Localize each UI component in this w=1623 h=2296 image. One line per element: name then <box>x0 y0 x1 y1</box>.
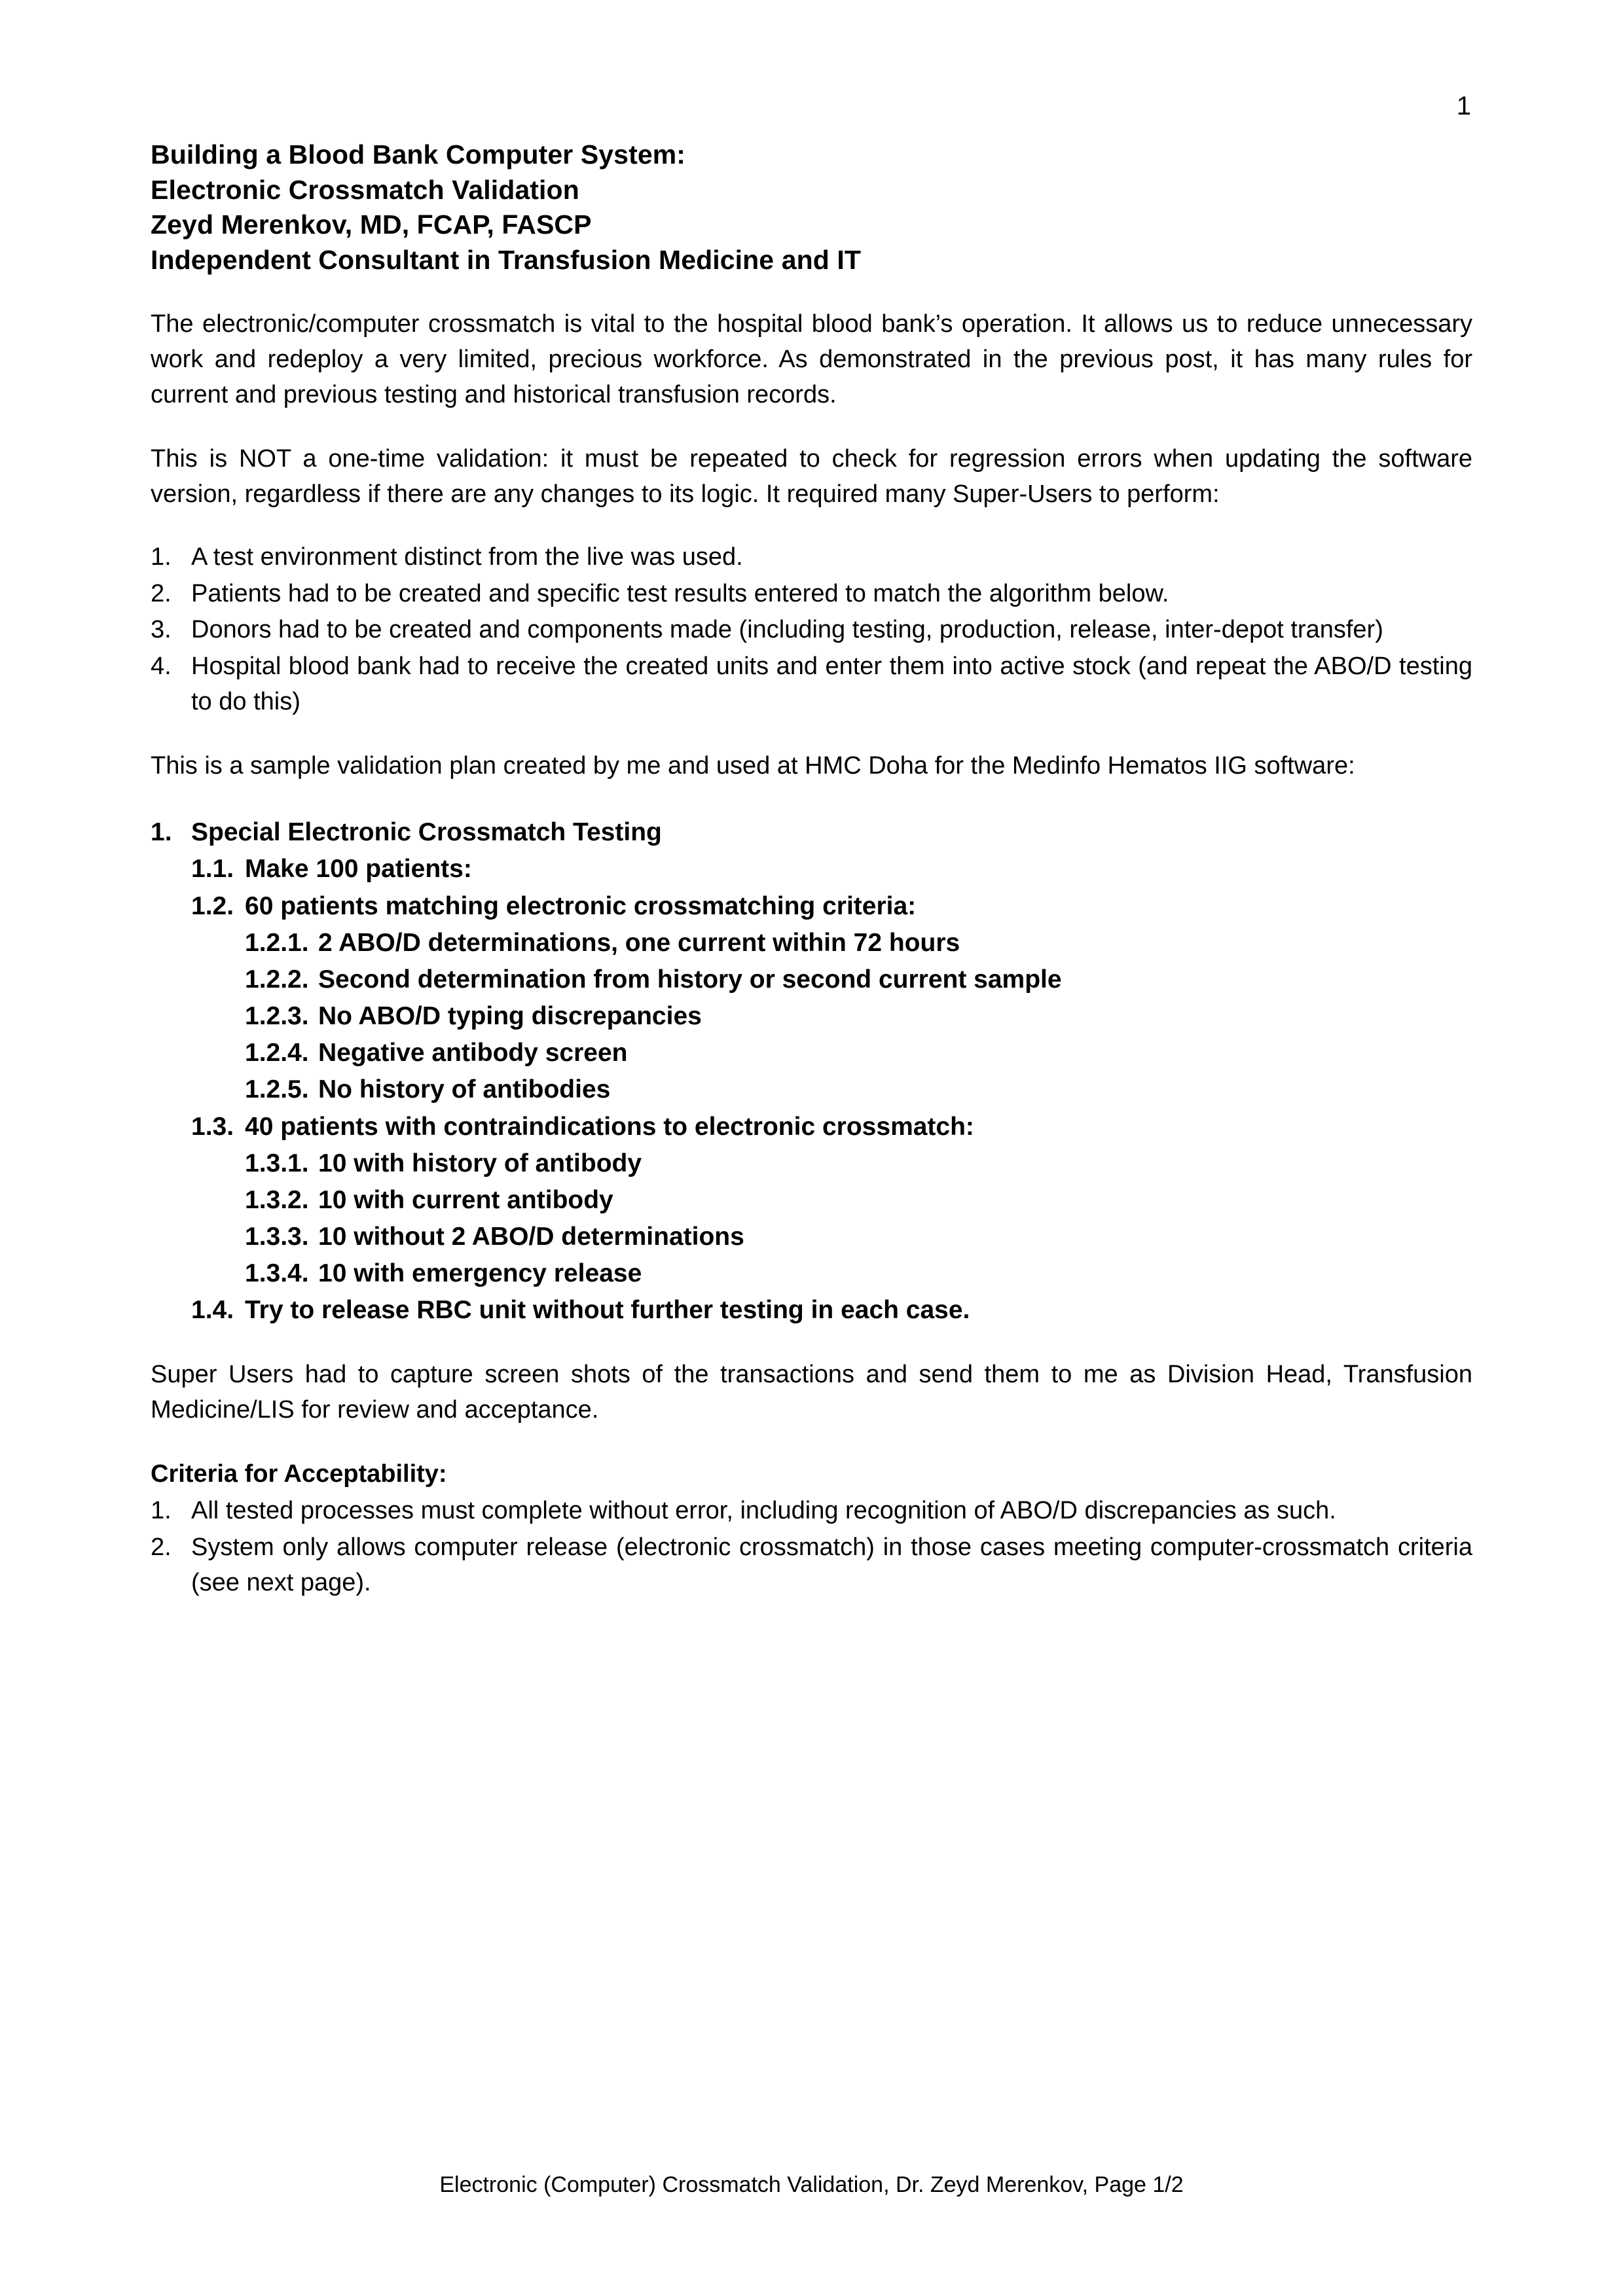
outline-text: 10 with current antibody <box>318 1185 613 1214</box>
outline-marker: 1.2.4. <box>245 1039 309 1067</box>
outline-marker: 1.3.4. <box>245 1259 309 1288</box>
list-text: Patients had to be created and specific test results entered to match the algorithm below. <box>191 579 1169 607</box>
title-block <box>151 137 1472 278</box>
outline-text: 10 with history of antibody <box>318 1149 642 1177</box>
outline-item-1-2-4 <box>245 1035 1472 1071</box>
page-number: 1 <box>1456 92 1471 120</box>
outline-item-1-3 <box>191 1109 1472 1145</box>
list-marker: 1. <box>151 1497 172 1525</box>
outline-marker: 1.3. <box>191 1112 234 1141</box>
outline-marker: 1.2.1. <box>245 928 309 957</box>
outline-marker: 1.3.2. <box>245 1185 309 1214</box>
outline-item-1-2-1 <box>245 925 1472 961</box>
outline-marker: 1.3.1. <box>245 1149 309 1177</box>
page-footer: Electronic (Computer) Crossmatch Validation, Dr. Zeyd Merenkov, Page 1/2 <box>439 2172 1184 2197</box>
outline-marker: 1.2.3. <box>245 1002 309 1031</box>
document-title-line-2: Electronic Crossmatch Validation <box>151 174 579 205</box>
validation-plan-outline <box>151 814 1472 1329</box>
paragraph-intro: The electronic/computer crossmatch is vital to the hospital blood bank’s operation. It allows us to reduce unnecessary work and redeploy a very limited, precious workforce. As demonstrated in the previous post, it has many rules for current and previous testing and historical transfusion records. <box>151 310 1472 408</box>
list-marker: 3. <box>151 616 172 644</box>
list-marker: 4. <box>151 653 172 681</box>
criteria-heading: Criteria for Acceptability: <box>151 1460 447 1488</box>
outline-text: No ABO/D typing discrepancies <box>318 1002 702 1031</box>
outline-text: No history of antibodies <box>318 1075 611 1104</box>
criteria-list <box>151 1494 1472 1601</box>
outline-item-1-3-4 <box>245 1255 1472 1292</box>
list-marker: 2. <box>151 1534 172 1562</box>
outline-text: 60 patients matching electronic crossmatching criteria: <box>245 891 917 920</box>
list-marker: 2. <box>151 579 172 607</box>
outline-marker: 1. <box>151 818 172 847</box>
prep-steps-list <box>151 540 1472 721</box>
list-item <box>151 1530 1472 1601</box>
outline-item-1-2 <box>191 888 1472 925</box>
list-item <box>151 1494 1472 1529</box>
list-text: Donors had to be created and components made (including testing, production, release, inter-depot transfer) <box>191 616 1383 644</box>
outline-text: 2 ABO/D determinations, one current within 72 hours <box>318 928 960 957</box>
list-item <box>151 613 1472 648</box>
paragraph-revalidation: This is NOT a one-time validation: it must be repeated to check for regression errors when updating the software version, regardless if there are any changes to its logic. It required many Super-Users to perform: <box>151 444 1472 508</box>
outline-item-1 <box>151 814 1472 851</box>
outline-text: 40 patients with contraindications to electronic crossmatch: <box>245 1112 974 1141</box>
outline-text: Special Electronic Crossmatch Testing <box>191 818 662 847</box>
outline-item-1-3-1 <box>245 1145 1472 1182</box>
outline-item-1-3-2 <box>245 1182 1472 1219</box>
outline-item-1-2-2 <box>245 961 1472 998</box>
outline-marker: 1.3.3. <box>245 1223 309 1251</box>
outline-item-1-2-3 <box>245 998 1472 1035</box>
paragraph-super-users: Super Users had to capture screen shots of the transactions and send them to me as Division Head, Transfusion Medicine/LIS for review and acceptance. <box>151 1361 1472 1424</box>
outline-text: Make 100 patients: <box>245 855 472 884</box>
author-name: Zeyd Merenkov, MD, FCAP, FASCP <box>151 209 592 240</box>
list-item <box>151 540 1472 575</box>
outline-marker: 1.2.5. <box>245 1075 309 1104</box>
list-text: A test environment distinct from the live was used. <box>191 543 743 571</box>
outline-text: Try to release RBC unit without further testing in each case. <box>245 1296 970 1325</box>
outline-marker: 1.2. <box>191 891 234 920</box>
list-text: All tested processes must complete without error, including recognition of ABO/D discrepancies as such. <box>191 1497 1336 1525</box>
list-item <box>151 649 1472 720</box>
outline-item-1-2-5 <box>245 1071 1472 1108</box>
list-marker: 1. <box>151 543 172 571</box>
outline-marker: 1.1. <box>191 855 234 884</box>
author-affiliation: Independent Consultant in Transfusion Medicine and IT <box>151 245 862 276</box>
outline-item-1-3-3 <box>245 1219 1472 1255</box>
list-text: Hospital blood bank had to receive the created units and enter them into active stock (and repeat the ABO/D testing to do this) <box>191 653 1472 716</box>
paragraph-sample-plan: This is a sample validation plan created by me and used at HMC Doha for the Medinfo Hematos IIG software: <box>151 752 1355 780</box>
outline-text: 10 with emergency release <box>318 1259 642 1288</box>
outline-text: Negative antibody screen <box>318 1039 628 1067</box>
outline-item-1-4 <box>191 1292 1472 1329</box>
outline-marker: 1.4. <box>191 1296 234 1325</box>
document-title-line-1: Building a Blood Bank Computer System: <box>151 139 686 170</box>
outline-text: 10 without 2 ABO/D determinations <box>318 1223 744 1251</box>
outline-marker: 1.2.2. <box>245 965 309 994</box>
outline-text: Second determination from history or second current sample <box>318 965 1062 994</box>
list-item <box>151 577 1472 612</box>
outline-item-1-1 <box>191 851 1472 888</box>
list-text: System only allows computer release (electronic crossmatch) in those cases meeting computer-crossmatch criteria (see next page). <box>191 1534 1472 1597</box>
